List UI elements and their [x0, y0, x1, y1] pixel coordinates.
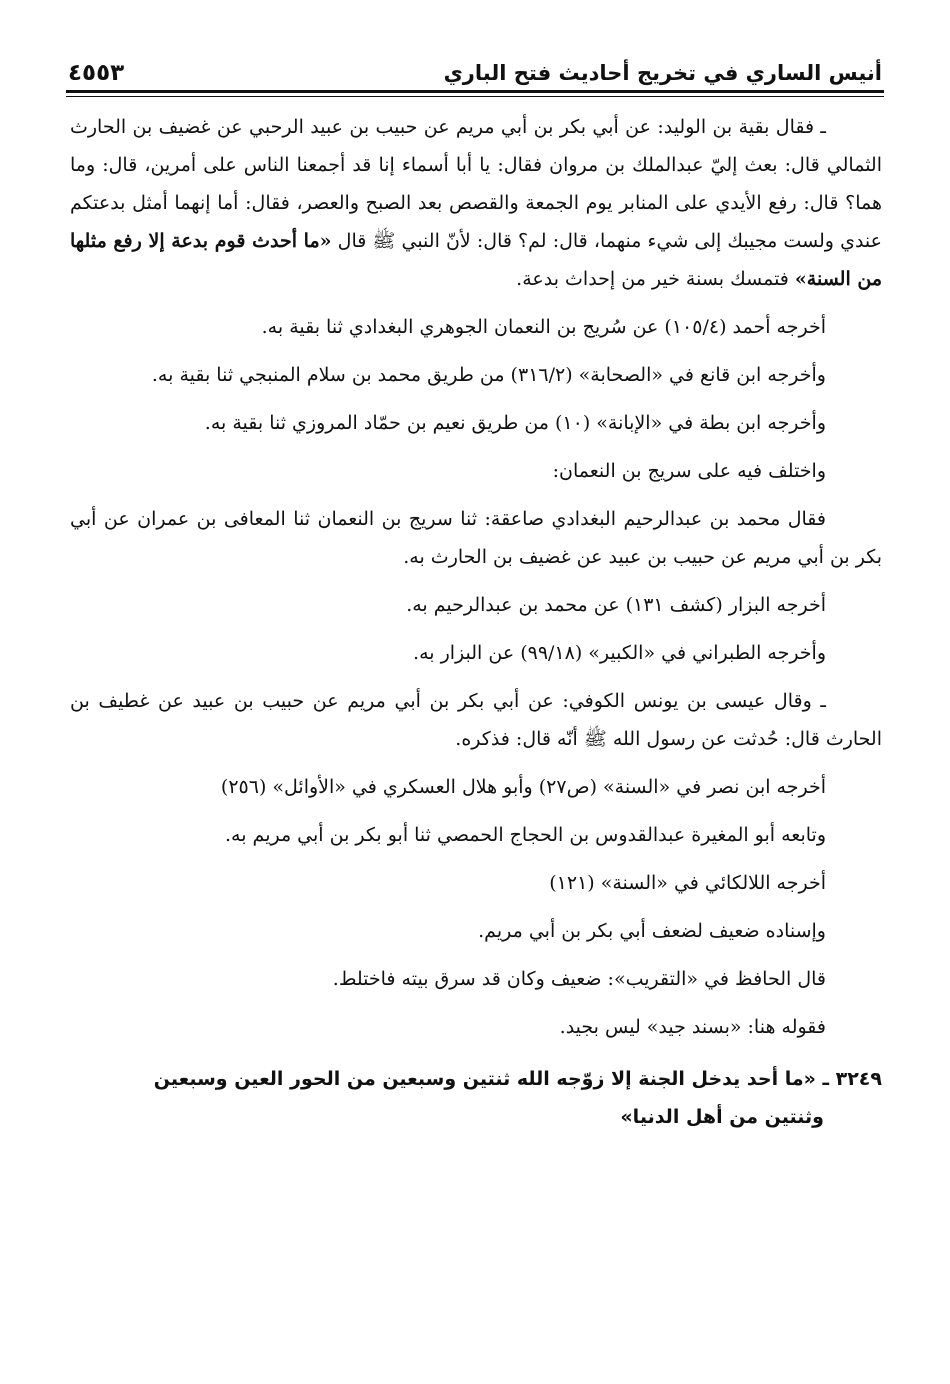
paragraph-takhrij-ahmad: أخرجه أحمد (١٠٥/٤) عن سُريج بن النعمان الجوهري البغدادي ثنا بقية به.: [261, 316, 826, 338]
paragraph-takhrij-ibn-nasr: أخرجه ابن نصر في «السنة» (ص٢٧) وأبو هلال العسكري في «الأوائل» (٢٥٦): [220, 776, 826, 798]
paragraph-isa-narration: ـ وقال عيسى بن يونس الكوفي: عن أبي بكر بن أبي مريم عن حبيب بن عبيد عن غطيف بن الحارث قال: حُدثت عن رسول الله ﷺ أنّه قال: فذكره.: [70, 690, 882, 750]
header-rule: [66, 90, 884, 97]
paragraph-ikhtilaf: واختلف فيه على سريج بن النعمان:: [552, 460, 826, 482]
paragraph-takhrij-tabarani: وأخرجه الطبراني في «الكبير» (٩٩/١٨) عن البزار به.: [413, 642, 826, 664]
paragraph-text: ـ فقال بقية بن الوليد: عن أبي بكر بن أبي مريم عن حبيب بن عبيد الرحبي عن غضيف بن الحارث الثمالي قال: بعث إليّ عبدالملك بن مروان فقال: يا أبا أسماء إنا قد أجمعنا الناس على أمرين، قال: وما هما؟ قال: رفع الأيدي على المنابر يوم الجمعة والقصص بعد الصبح والعصر، فقال: أما إنهما أمثل بدعتكم عندي ولست مجيبك إلى شيء منهما، قال: لم؟ قال: لأنّ النبي ﷺ قال: [70, 116, 883, 252]
paragraph-takhrij-ibn-batta: وأخرجه ابن بطة في «الإبانة» (١٠) من طريق نعيم بن حمّاد المروزي ثنا بقية به.: [204, 412, 826, 434]
paragraph-saiqa-narration: فقال محمد بن عبدالرحيم البغدادي صاعقة: ثنا سريج بن النعمان ثنا المعافى بن عمران عن أبي بكر بن أبي مريم عن حبيب بن عبيد عن غضيف بن الحارث به.: [70, 508, 882, 568]
hadith-text-line1: ـ «ما أحد يدخل الجنة إلا زوّجه الله ثنتين وسبعين من الحور العين وسبعين: [153, 1068, 829, 1090]
paragraph-baqiyya-narration: [70, 108, 882, 298]
paragraph-takhrij-ibn-qani: وأخرجه ابن قانع في «الصحابة» (٣١٦/٢) من طريق محمد بن سلام المنبجي ثنا بقية به.: [151, 364, 826, 386]
page-number: ٤٥٥٣: [68, 60, 125, 86]
book-title: أنيس الساري في تخريج أحاديث فتح الباري: [443, 61, 882, 85]
paragraph-text: فتمسك بسنة خير من إحداث بدعة.: [516, 268, 795, 290]
quoted-hadith-text: «ما أحدث قوم بدعة إلا رفع مثلها من السنة»: [70, 230, 882, 290]
paragraph-isnad-grading: وإسناده ضعيف لضعف أبي بكر بن أبي مريم.: [478, 920, 826, 942]
paragraph-takhrij-bazzar: أخرجه البزار (كشف ١٣١) عن محمد بن عبدالرحيم به.: [406, 594, 826, 616]
paragraph-mutaba-abu-mughira: وتابعه أبو المغيرة عبدالقدوس بن الحجاج الحمصي ثنا أبو بكر بن أبي مريم به.: [225, 824, 826, 846]
hadith-text-line2: وثنتين من أهل الدنيا»: [620, 1106, 824, 1128]
paragraph-conclusion: فقوله هنا: «بسند جيد» ليس بجيد.: [559, 1016, 826, 1038]
hadith-heading: [70, 1060, 882, 1136]
hadith-number: ٣٢٤٩: [835, 1068, 882, 1090]
paragraph-hafiz-taqrib: قال الحافظ في «التقريب»: ضعيف وكان قد سرق بيته فاختلط.: [332, 968, 826, 990]
page-body: [70, 108, 882, 1136]
running-header: [68, 52, 882, 88]
paragraph-takhrij-lalakai: أخرجه اللالكائي في «السنة» (١٢١): [549, 872, 826, 894]
